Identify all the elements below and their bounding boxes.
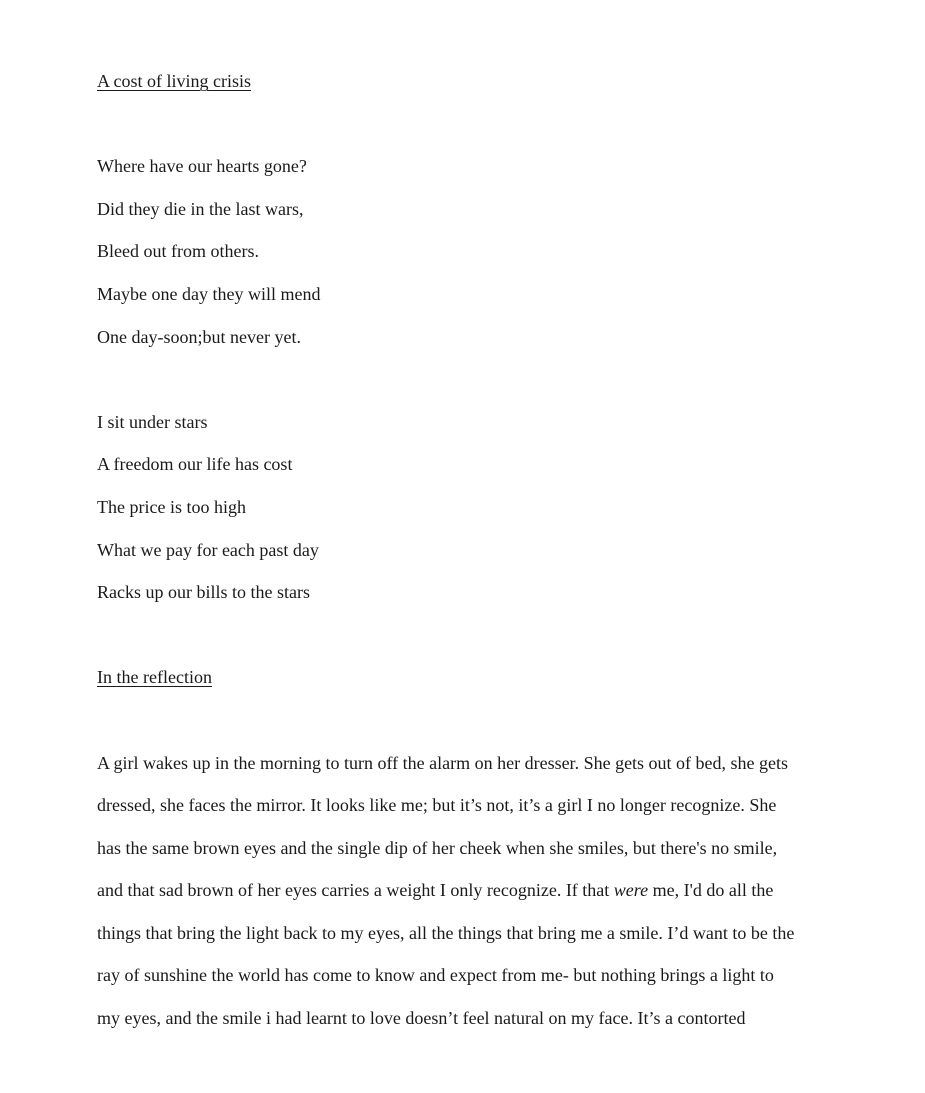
document-body <box>97 60 837 1040</box>
poem-line: Racks up our bills to the stars <box>97 582 310 603</box>
paragraph-line: ray of sunshine the world has come to know and expect from me- but nothing brings a light to <box>97 965 774 986</box>
poem-stanza-1 <box>97 145 837 358</box>
paragraph-line: my eyes, and the smile i had learnt to love doesn’t feel natural on my face. It’s a contorted <box>97 1008 746 1029</box>
poem-line: A freedom our life has cost <box>97 454 293 475</box>
spacer <box>97 358 837 401</box>
poem-line: Did they die in the last wars, <box>97 198 304 219</box>
paragraph-line: A girl wakes up in the morning to turn off the alarm on her dresser. She gets out of bed, she gets <box>97 752 789 773</box>
spacer <box>97 699 837 742</box>
poem-line: What we pay for each past day <box>97 539 319 560</box>
paragraph-line: has the same brown eyes and the single dip of her cheek when she smiles, but there's no smile, <box>97 837 778 858</box>
story-paragraph <box>97 742 837 1040</box>
paragraph-line <box>97 869 837 912</box>
poem-line: Maybe one day they will mend <box>97 283 321 304</box>
poem-line: Bleed out from others. <box>97 241 259 262</box>
poem-stanza-2 <box>97 401 837 614</box>
paragraph-line-text: and that sad brown of her eyes carries a weight I only recognize. If that <box>97 880 614 901</box>
paragraph-line: dressed, she faces the mirror. It looks like me; but it’s not, it’s a girl I no longer recognize. She <box>97 795 777 816</box>
poem-line: One day-soon;but never yet. <box>97 326 301 347</box>
paragraph-line-tail: me, I'd do all the <box>648 880 774 901</box>
story-title: In the reflection <box>97 667 212 688</box>
paragraph-line: things that bring the light back to my eyes, all the things that bring me a smile. I’d want to be the <box>97 922 795 943</box>
poem-line: The price is too high <box>97 496 246 517</box>
poem-line: Where have our hearts gone? <box>97 156 307 177</box>
spacer <box>97 103 837 146</box>
poem-line: I sit under stars <box>97 411 208 432</box>
spacer <box>97 614 837 657</box>
poem-title: A cost of living crisis <box>97 71 251 91</box>
italic-word: were <box>613 880 649 901</box>
